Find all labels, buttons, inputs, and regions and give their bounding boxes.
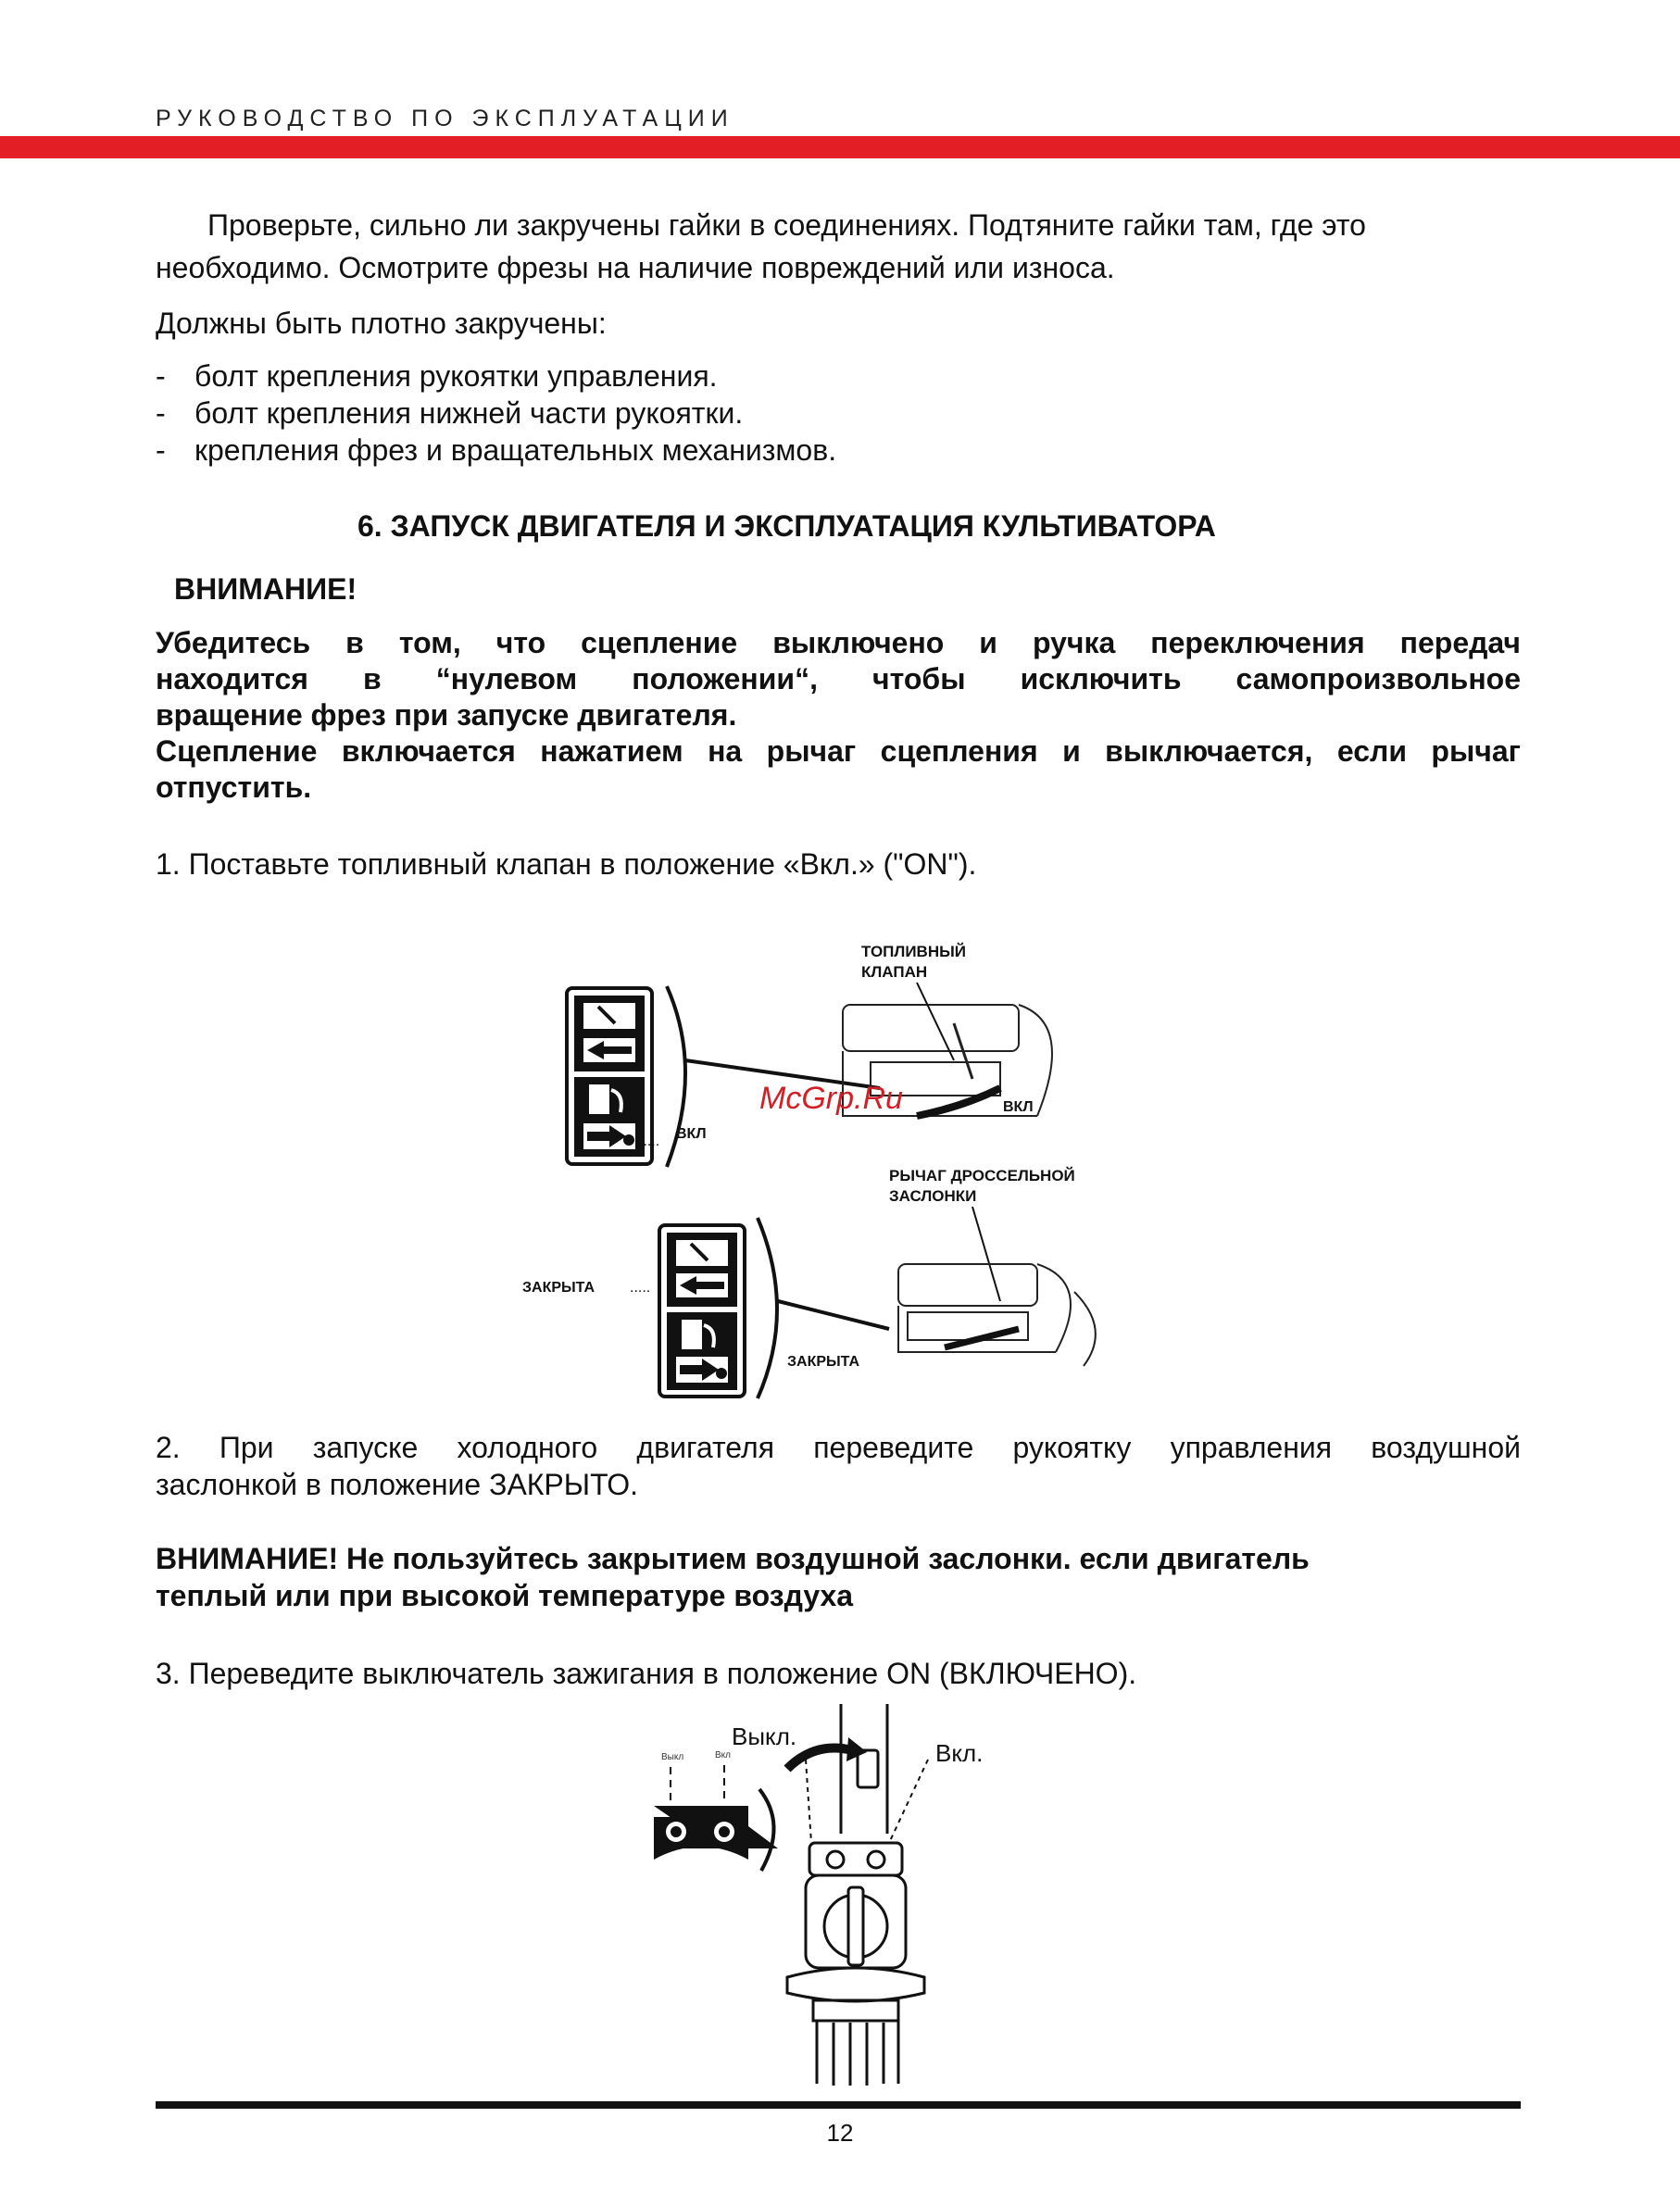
svg-text:.....: .....: [630, 1280, 651, 1296]
list-item: - болт крепления нижней части рукоятки.: [156, 396, 744, 430]
checklist: [156, 357, 836, 469]
footer-rule: [156, 2101, 1521, 2109]
header-red-band: [0, 136, 1680, 158]
warning-text: Убедитесь в том, что сцепление выключено и ручка переключения передач находится в “нулевом положении“, чтобы исключить самопроизвольное вращение фрез при запуске двигателя. Сцепление включается нажатием на рычаг сцепления и выключается, если рычаг отпустить.: [156, 626, 1521, 804]
closed-right-label: ЗАКРЫТА: [787, 1354, 859, 1370]
closed-left-label: ЗАКРЫТА: [522, 1280, 595, 1296]
step-1: 1. Поставьте топливный клапан в положение «Вкл.» ("ON").: [156, 847, 977, 881]
must-tight-label: Должны быть плотно закручены:: [156, 307, 607, 340]
fuel-valve-sticker-closed: [659, 1225, 745, 1397]
on-left-label: ВКЛ: [676, 1126, 707, 1142]
list-item: - крепления фрез и вращательных механизмов.: [156, 433, 837, 467]
watermark: McGrp.Ru: [759, 1081, 903, 1116]
engine-sketch-lower: [898, 1264, 1096, 1366]
page-number: 12: [826, 2119, 854, 2147]
handle-tube: [841, 1704, 887, 1834]
switch-icon: [654, 1806, 778, 1860]
fuel-valve-label-2: КЛАПАН: [861, 963, 928, 981]
ignition-switch-figure: [639, 1704, 1028, 2093]
warning-heading: ВНИМАНИЕ!: [174, 572, 357, 606]
step-2: 2. При запуске холодного двигателя переведите рукоятку управления воздушной заслонкой в положение ЗАКРЫТО.: [156, 1431, 1521, 1501]
on-right-label: ВКЛ: [1003, 1099, 1034, 1115]
off-label: Выкл.: [732, 1723, 797, 1750]
ignition-switch-housing: [787, 1843, 924, 2086]
fuel-valve-figure: [519, 931, 1148, 1403]
intro-line-2: необходимо. Осмотрите фрезы на наличие повреждений или износа.: [156, 251, 1115, 284]
warning-2: ВНИМАНИЕ! Не пользуйтесь закрытием воздушной заслонки. если двигатель теплый или при высокой температуре воздуха: [156, 1542, 1310, 1612]
step-3: 3. Переведите выключатель зажигания в положение ON (ВКЛЮЧЕНО).: [156, 1657, 1137, 1690]
small-off-label: Выкл: [661, 1752, 684, 1762]
throttle-label-2: ЗАСЛОНКИ: [889, 1187, 977, 1205]
header-title: РУКОВОДСТВО ПО ЭКСПЛУАТАЦИИ: [156, 106, 734, 132]
svg-text:.....: .....: [639, 1134, 660, 1149]
intro-line-1: Проверьте, сильно ли закручены гайки в соединениях. Подтяните гайки там, где это: [207, 208, 1366, 242]
small-on-label: Вкл: [715, 1750, 731, 1760]
throttle-label-1: РЫЧАГ ДРОССЕЛЬНОЙ: [889, 1167, 1075, 1184]
fuel-valve-label-1: ТОПЛИВНЫЙ: [861, 943, 966, 960]
on-label: Вкл.: [935, 1739, 984, 1767]
section-title: 6. ЗАПУСК ДВИГАТЕЛЯ И ЭКСПЛУАТАЦИЯ КУЛЬТИВАТОРА: [357, 509, 1216, 543]
list-item: - болт крепления рукоятки управления.: [156, 359, 718, 393]
